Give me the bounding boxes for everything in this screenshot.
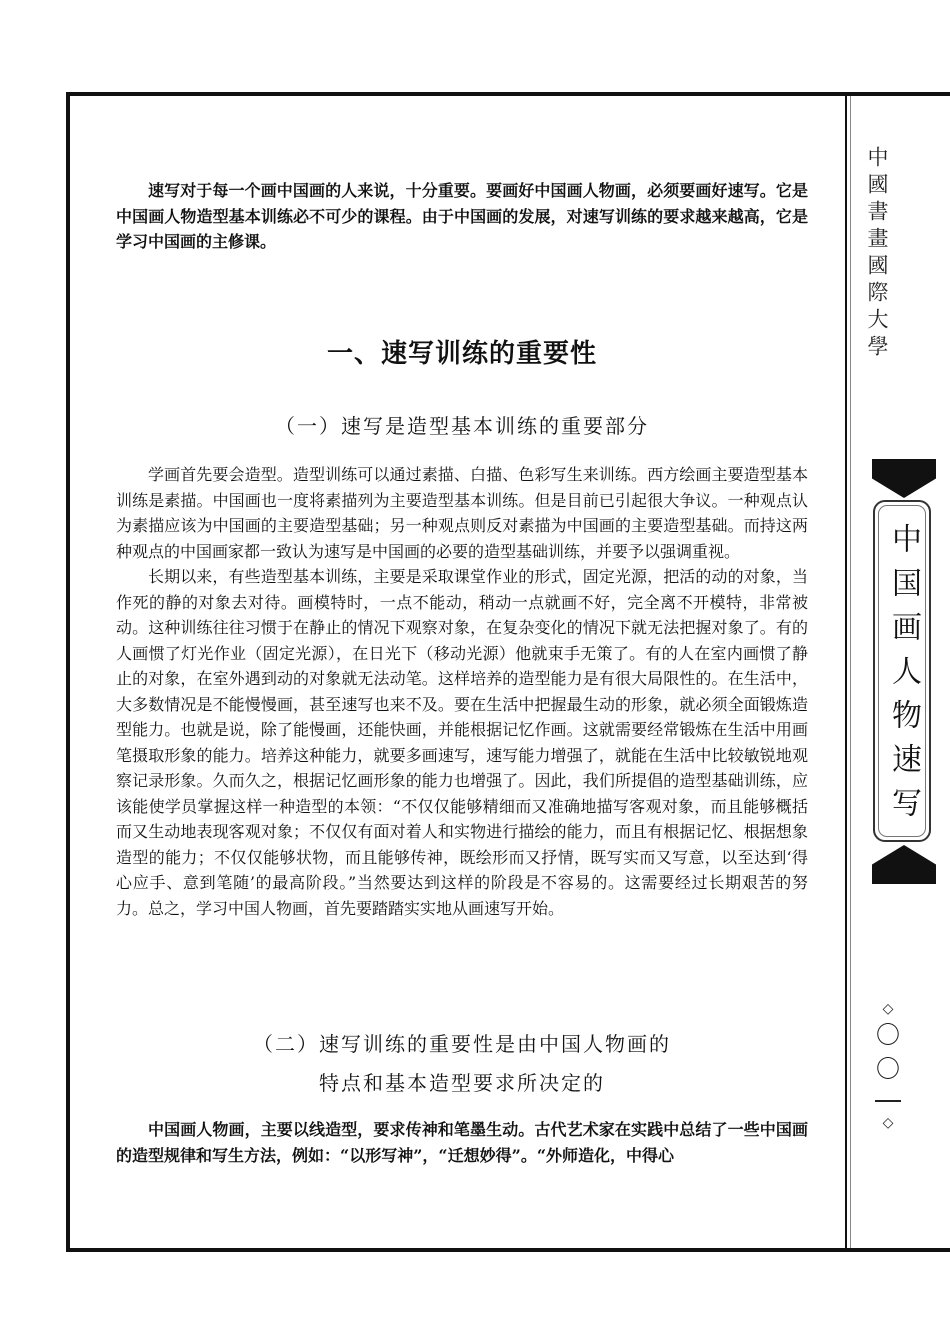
body-paragraph: 长期以来，有些造型基本训练，主要是采取课堂作业的形式，固定光源，把活的动的对象，当作死的静的对象去对待。画模特时，一点不能动，稍动一点就画不好，完全离不开模特，非常被动。这种训练往往习惯于在静止的情况下观察对象，在复杂变化的情况下就无法把握对象了。有的人画惯了灯光作业（固定光源），在日光下（移动光源）他就束手无策了。有的人在室内画惯了静止的对象，在室外遇到动的对象就无法动笔。这样培养的造型能力是有很大局限性的。在生活中，大多数情况是不能慢慢画，甚至速写也来不及。要在生活中把握最生动的形象，就必须全面锻炼造型能力。也就是说，除了能慢画，还能快画，并能根据记忆作画。这就需要经常锻炼在生活中用画笔摄取形象的能力。培养这种能力，就要多画速写，速写能力增强了，就能在生活中比较敏锐地观察记录形象。久而久之，根据记忆画形象的能力也增强了。因此，我们所提倡的造型基础训练，应该能使学员掌握这样一种造型的本领：“不仅仅能够精细而又准确地描写客观对象，而且能够概括而又生动地表现客观对象；不仅仅有面对着人和实物进行描绘的能力，而且有根据记忆、根据想象造型的能力；不仅仅能够状物，而且能够传神，既绘形而又抒情，既写实而又写意，以至达到‘得心应手、意到笔随’的最高阶段。”当然要达到这样的阶段是不容易的。这需要经过长期艰苦的努力。总之，学习中国人物画，首先要踏踏实实地从画速写开始。 — [116, 567, 808, 918]
book-title: 中国画人物速写 — [886, 523, 921, 831]
section2-body — [116, 1117, 808, 1168]
page-mark-bottom: ◇ — [882, 1115, 894, 1131]
section-heading: （二）速写训练的重要性是由中国人物画的 — [253, 1032, 671, 1056]
title-band-bottom — [872, 875, 936, 884]
chapter-heading: 一、速写训练的重要性 — [326, 339, 597, 369]
page-digit-one — [875, 1100, 901, 1102]
section1-body — [116, 462, 808, 921]
page-mark-top: ◇ — [882, 1001, 894, 1017]
section-heading: （一）速写是造型基本训练的重要部分 — [275, 414, 649, 438]
body-paragraph: 学画首先要会造型。造型训练可以通过素描、白描、色彩写生来训练。西方绘画主要造型基本训练是素描。中国画也一度将素描列为主要造型基本训练。但是目前已引起很大争议。一种观点认为素描应该为中国画的主要造型基础；另一种观点则反对素描为中国画的主要造型基础。而持这两种观点的中国画家都一致认为速写是中国画的必要的造型基础训练，并要予以强调重视。 — [116, 465, 808, 561]
sidebar-divider-thin — [850, 96, 851, 1248]
section-heading-line2: 特点和基本造型要求所决定的 — [319, 1071, 605, 1095]
sidebar-divider — [845, 96, 847, 1248]
body-paragraph: 中国画人物画，主要以线造型，要求传神和笔墨生动。古代艺术家在实践中总结了一些中国画的造型规律和写生方法，例如：“以形写神”，“迁想妙得”。“外师造化，中得心 — [116, 1120, 808, 1165]
intro-paragraph: 速写对于每一个画中国画的人来说，十分重要。要画好中国画人物画，必须要画好速写。它是中国画人物造型基本训练必不可少的课程。由于中国画的发展，对速写训练的要求越来越高，它是学习中国画的主修课。 — [116, 181, 808, 251]
page-digit: 〇 — [876, 1055, 900, 1083]
page-number — [868, 1000, 908, 1132]
title-band-top — [872, 459, 936, 468]
school-name: 中國書畫國際大學 — [865, 146, 889, 362]
intro-block — [116, 178, 808, 255]
page-digit: 〇 — [876, 1021, 900, 1049]
